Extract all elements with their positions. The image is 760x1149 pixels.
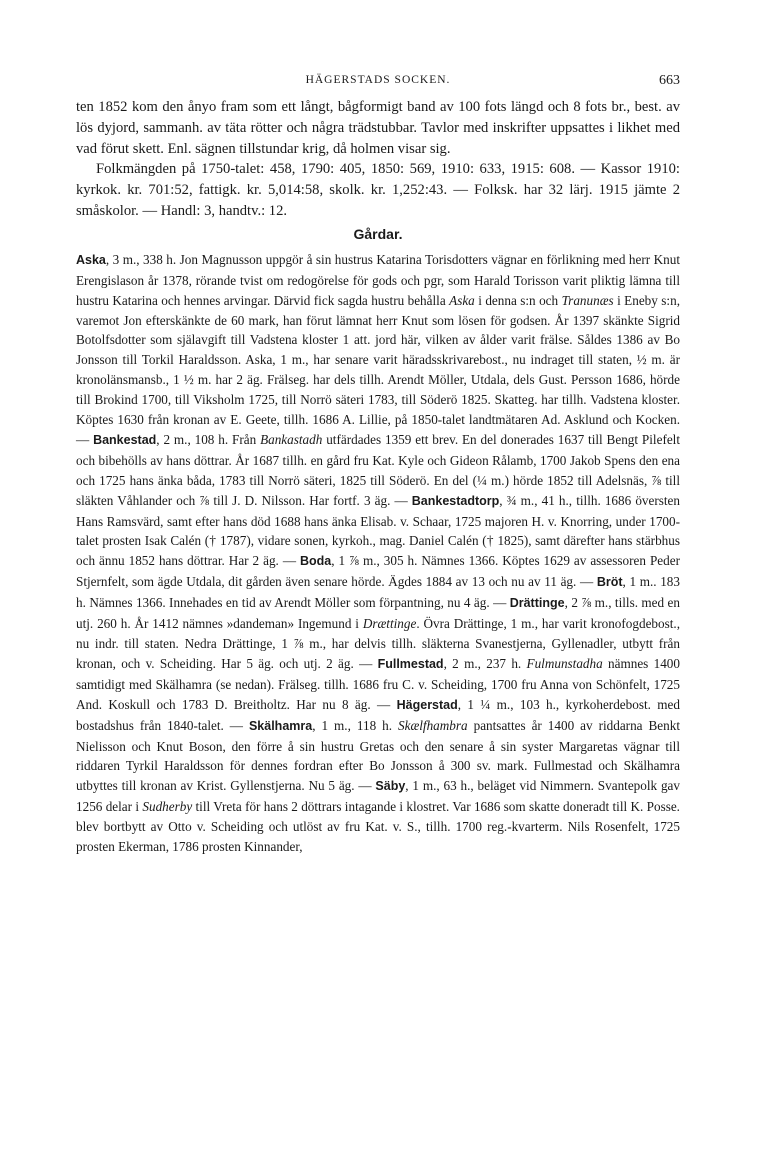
- farm-text: utfärdades 1359 ett brev. En del donerades 1637 till Bengt Pilefelt och bibehölls av hans döttrar. År 1687 tillh. en gård fru Kat. Kyle och Gideon Rålamb, 1700 Jakob Spens den ena och 1725 hans änka båda, 1783 till Norrö säteri, 1825 till Söderö. En del (¼ m.) hörde 1852 till Adelsnäs, ⅞ till släkten Våhlander och ⅞ till J. D. Nilsson. Har fortf. 3 äg. —: [76, 431, 681, 508]
- farm-text: till Vreta för hans 2 döttrars intagande i klostret. Var 1686 som skatte doneradt till K. Posse. blev bortbytt av Otto v. Scheiding och utlöst av fru Kat. v. S., tillh. 1700 reg.-kvarterm. Nils Rosenfelt, 1725 prosten Ekerman, 1786 prosten Kinnander,: [76, 799, 680, 855]
- farm-text: pantsattes år 1400 av riddarna Benkt Nielisson och Knut Boson, den förre å sin hustru Gretas och den senare å sin syster Margaretas vägnar till riddaren Tyrkil Haraldsson för dennes fordran efter Bo Jonsson å 300 sv. mark. Fullmestad och Skälhamra utbyttes till kronan av Krist. Gyllenstjerna. Nu 5 äg. —: [76, 717, 680, 794]
- farm-text: nämnes 1400 samtidigt med Skälhamra (se nedan). Frälseg. tillh. 1686 fru C. v. Scheiding, 1700 fru Anna von Schönfelt, 1725 And. Koskull och 1783 D. Breitholtz. Har nu 8 äg. —: [76, 655, 680, 712]
- farm-name-drattinge: Drättinge: [509, 596, 565, 611]
- farm-text: , 1 m.. 183 h. Nämnes 1366. Innehades en tid av Arendt Möller som förpantning, nu 4 äg. —: [76, 574, 680, 611]
- farm-name-bankestadtorp: Bankestadtorp: [411, 493, 500, 508]
- farm-name-bankestad: Bankestad: [93, 432, 157, 447]
- page-number: 663: [659, 73, 680, 88]
- farm-name-hagerstad: Hägerstad: [396, 697, 458, 712]
- farm-text: , 1 ¼ m., 103 h., kyrkoherdebost. med bostadshus från 1840-talet. —: [76, 696, 681, 733]
- population-paragraph: Folkmängden på 1750-talet: 458, 1790: 405, 1850: 569, 1910: 633, 1915: 608. — Kassor 1910: kyrkok. kr. 701:52, fattigk. kr. 5,014:58, skolk. kr. 1,252:43. — Folksk. har 32 lärj. 1915 jämte 2 småskolor. — Handl: 3, handtv.: 12.: [76, 161, 680, 219]
- farm-text: , ¾ m., 41 h., tillh. 1686 översten Hans Ramsvärd, samt efter hans död 1688 hans änka Elisab. v. Schaar, 1725 majoren H. v. Knorring, under 1700-talet prosten Isak Calén († 1787), vidare sonen, kyrkoh., mag. Daniel Calén († 1825), samt därefter hans stärbhus och ännu 1852 hans döttrar. Har 2 äg. —: [76, 492, 680, 569]
- italic-name: Drættinge: [362, 616, 417, 632]
- running-head: [76, 74, 680, 92]
- italic-name: Aska: [449, 292, 475, 308]
- farms-paragraph: [76, 250, 680, 857]
- farm-text: , 2 m., 108 h. Från: [156, 431, 261, 447]
- section-heading: Gårdar.: [353, 225, 403, 242]
- farm-text: , 1 ⅞ m., 305 h. Nämnes 1366. Köptes 1629 av assessoren Peder Stjernfelt, som ägde Utdala, dit gården även senare hörde. Ägdes 1884 av 13 och nu av 11 äg. —: [76, 553, 680, 590]
- farm-name-aska: Aska: [76, 252, 106, 267]
- italic-name: Skælfhambra: [398, 717, 468, 733]
- farm-name-brot: Bröt: [596, 575, 623, 590]
- farm-text: , 2 ⅞ m., tills. med en utj. 260 h. År 1412 nämnes »dandeman» Ingemund i: [76, 595, 681, 632]
- farm-text: , 1 m., 118 h.: [312, 717, 399, 733]
- italic-name: Sudherby: [142, 799, 193, 815]
- farm-text: i denna s:n och: [474, 292, 562, 308]
- intro-paragraph: ten 1852 kom den ånyo fram som ett långt, bågformigt band av 100 fots längd och 8 fots br., best. av lös dyjord, sammanh. av täta rötter och några trädstubbar. Tavlor med inskrifter uppsattes i likhet med vad förut skett. Enl. sägnen tillstundar krig, då holmen visar sig.: [76, 99, 680, 157]
- body-text: [76, 97, 680, 857]
- farm-name-skalhamra: Skälhamra: [248, 718, 313, 733]
- italic-name: Fulmunstadha: [526, 655, 603, 671]
- italic-name: Bankastadh: [260, 431, 323, 447]
- running-title: HÄGERSTADS SOCKEN.: [305, 74, 451, 86]
- farm-text: i Eneby s:n, varemot Jon efterskänkte de 60 mark, han förut lämnat herr Knut som lösen för godsen. År 1397 skänkte Sigrid Botolfsdotter som själavgift till Vadstena kloster 1 att. jord här, vilken av ålder varit frälse. Såldes 1386 av Bo Jonsson till Torkil Haraldsson. Aska, 1 m., har senare varit häradsskrivarebost., nu indraget till staten, ½ m. är kronolänsmansb., 1 ½ m. har 2 äg. Frälseg. har dels tillh. Arendt Möller, Utdala, dels Gust. Persson 1686, hörde till Brokind 1700, till Viksholm 1725, till Norrö säteri 1783, till Söderö 1825. Skatteg. har tillh. Vadstena kloster. Köptes 1630 från kronan av E. Geete, tillh. 1686 A. Lillie, på 1850-talet landtmätaren Ad. Asklund och Kocken. —: [76, 292, 680, 447]
- farm-name-fullmestad: Fullmestad: [377, 656, 444, 671]
- italic-name: Tranunæs: [561, 292, 614, 308]
- farm-name-saby: Säby: [375, 779, 406, 794]
- farm-text: , 3 m., 338 h. Jon Magnusson uppgör å sin hustrus Katarina Torisdotters vägnar en förlikning med herr Knut Erengislason år 1378, rörande tvist om redogörelse för gods och pgr, som Harald Torisson varit pliktig lämna till hustru Katarina och hennes arvingar. Därvid fick sagda hustru behålla: [76, 251, 680, 308]
- farm-text: , 1 m., 63 h., beläget vid Nimmern. Svantepolk gav 1256 delar i: [76, 778, 680, 815]
- farm-text: . Övra Drättinge, 1 m., har varit kronofogdebost., nu indr. till staten. Nedra Drättinge, 1 ⅞ m., har delvis tillh. släkterna Svanestjerna, Gyllenadler, utbytt från kronan, och v. Scheiding. Har 5 äg. och utj. 2 äg. —: [76, 616, 680, 671]
- farm-text: , 2 m., 237 h.: [443, 655, 527, 671]
- farm-name-boda: Boda: [300, 554, 332, 569]
